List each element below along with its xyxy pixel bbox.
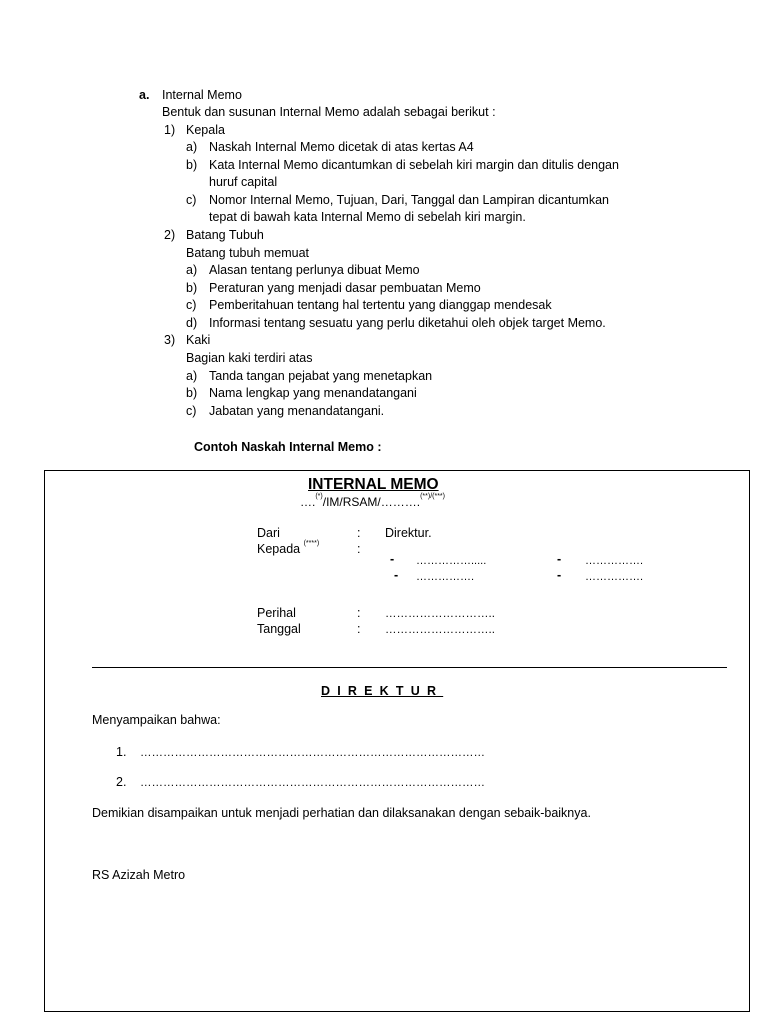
- tanggal-label: Tanggal: [257, 622, 301, 636]
- recipient-1-value: …………….....: [416, 555, 487, 567]
- memo-number-prefix: ….: [300, 495, 316, 509]
- part-3-description: Bagian kaki terdiri atas: [186, 351, 313, 365]
- part-1-item-c-text-cont: tepat di bawah kata Internal Memo di sebelah kiri margin.: [209, 210, 526, 224]
- part-2-item-a-letter: a): [186, 263, 198, 277]
- kepada-label-text: Kepada: [257, 542, 301, 556]
- perihal-label: Perihal: [257, 606, 296, 620]
- point-2-text: ………………………………………………………………………………: [140, 777, 485, 789]
- dari-label: Dari: [257, 526, 280, 540]
- memo-title: INTERNAL MEMO: [308, 476, 439, 493]
- tanggal-colon: :: [357, 622, 361, 636]
- recipient-4-value: …………….: [585, 571, 644, 583]
- memo-heading: DIREKTUR: [321, 684, 444, 698]
- part-3-item-a-letter: a): [186, 369, 198, 383]
- part-2-item-b-text: Peraturan yang menjadi dasar pembuatan Memo: [209, 281, 481, 295]
- kepada-sup: (****): [303, 540, 320, 547]
- kepada-label: [257, 541, 319, 557]
- part-1-item-c-letter: c): [186, 193, 197, 207]
- part-1-item-a-letter: a): [186, 140, 198, 154]
- tanggal-value: ………………………..: [385, 624, 495, 636]
- dari-value: Direktur.: [385, 526, 432, 540]
- part-1-item-c-text: Nomor Internal Memo, Tujuan, Dari, Tanggal dan Lampiran dicantumkan: [209, 193, 609, 207]
- perihal-value: ………………………..: [385, 608, 495, 620]
- point-1-text: ………………………………………………………………………………: [140, 747, 485, 759]
- part-2-title: Batang Tubuh: [186, 228, 264, 242]
- perihal-colon: :: [357, 606, 361, 620]
- part-2-item-c-letter: c): [186, 298, 197, 312]
- part-3-item-c-text: Jabatan yang menandatangani.: [209, 404, 385, 418]
- part-2-item-d-text: Informasi tentang sesuatu yang perlu diketahui oleh objek target Memo.: [209, 316, 606, 330]
- section-marker: a.: [139, 88, 150, 102]
- section-title: Internal Memo: [162, 88, 242, 102]
- part-2-number: 2): [164, 228, 176, 242]
- part-2-item-a-text: Alasan tentang perlunya dibuat Memo: [209, 263, 420, 277]
- point-1-number: 1.: [116, 745, 127, 759]
- kepada-colon: :: [357, 542, 361, 556]
- memo-number-sup-1: (*): [315, 493, 323, 500]
- part-3-title: Kaki: [186, 333, 211, 347]
- point-2-number: 2.: [116, 775, 127, 789]
- part-3-number: 3): [164, 333, 176, 347]
- part-2-item-d-letter: d): [186, 316, 198, 330]
- part-1-number: 1): [164, 123, 176, 137]
- memo-number-sup-2: (**)/(***): [420, 493, 445, 500]
- recipient-2-value: …………….: [585, 555, 644, 567]
- part-2-item-b-letter: b): [186, 281, 198, 295]
- recipient-4-dash: -: [557, 568, 562, 582]
- part-2-description: Batang tubuh memuat: [186, 246, 309, 260]
- memo-divider: [92, 667, 727, 668]
- part-1-item-b-text-cont: huruf capital: [209, 175, 278, 189]
- section-intro: Bentuk dan susunan Internal Memo adalah sebagai berikut :: [162, 105, 496, 119]
- memo-number: [300, 494, 445, 510]
- part-1-item-a-text: Naskah Internal Memo dicetak di atas kertas A4: [209, 140, 474, 154]
- recipient-1-dash: -: [390, 552, 395, 566]
- part-2-item-c-text: Pemberitahuan tentang hal tertentu yang dianggap mendesak: [209, 298, 552, 312]
- memo-number-middle: /IM/RSAM/………: [322, 495, 417, 509]
- recipient-2-dash: -: [557, 552, 562, 566]
- memo-signature: RS Azizah Metro: [92, 868, 186, 882]
- part-3-item-c-letter: c): [186, 404, 197, 418]
- part-3-item-b-text: Nama lengkap yang menandatangani: [209, 386, 417, 400]
- part-1-item-b-text: Kata Internal Memo dicantumkan di sebelah kiri margin dan ditulis dengan: [209, 158, 619, 172]
- recipient-3-value: …………….: [416, 571, 475, 583]
- memo-closing: Demikian disampaikan untuk menjadi perhatian dan dilaksanakan dengan sebaik-baiknya.: [92, 806, 591, 820]
- memo-frame: [44, 470, 750, 1012]
- part-1-item-b-letter: b): [186, 158, 198, 172]
- part-1-title: Kepala: [186, 123, 225, 137]
- part-3-item-a-text: Tanda tangan pejabat yang menetapkan: [209, 369, 433, 383]
- recipient-3-dash: -: [394, 568, 399, 582]
- memo-opening: Menyampaikan bahwa:: [92, 713, 221, 727]
- memo-number-dot: .: [416, 495, 421, 509]
- dari-colon: :: [357, 526, 361, 540]
- part-3-item-b-letter: b): [186, 386, 198, 400]
- example-heading: Contoh Naskah Internal Memo :: [194, 440, 382, 454]
